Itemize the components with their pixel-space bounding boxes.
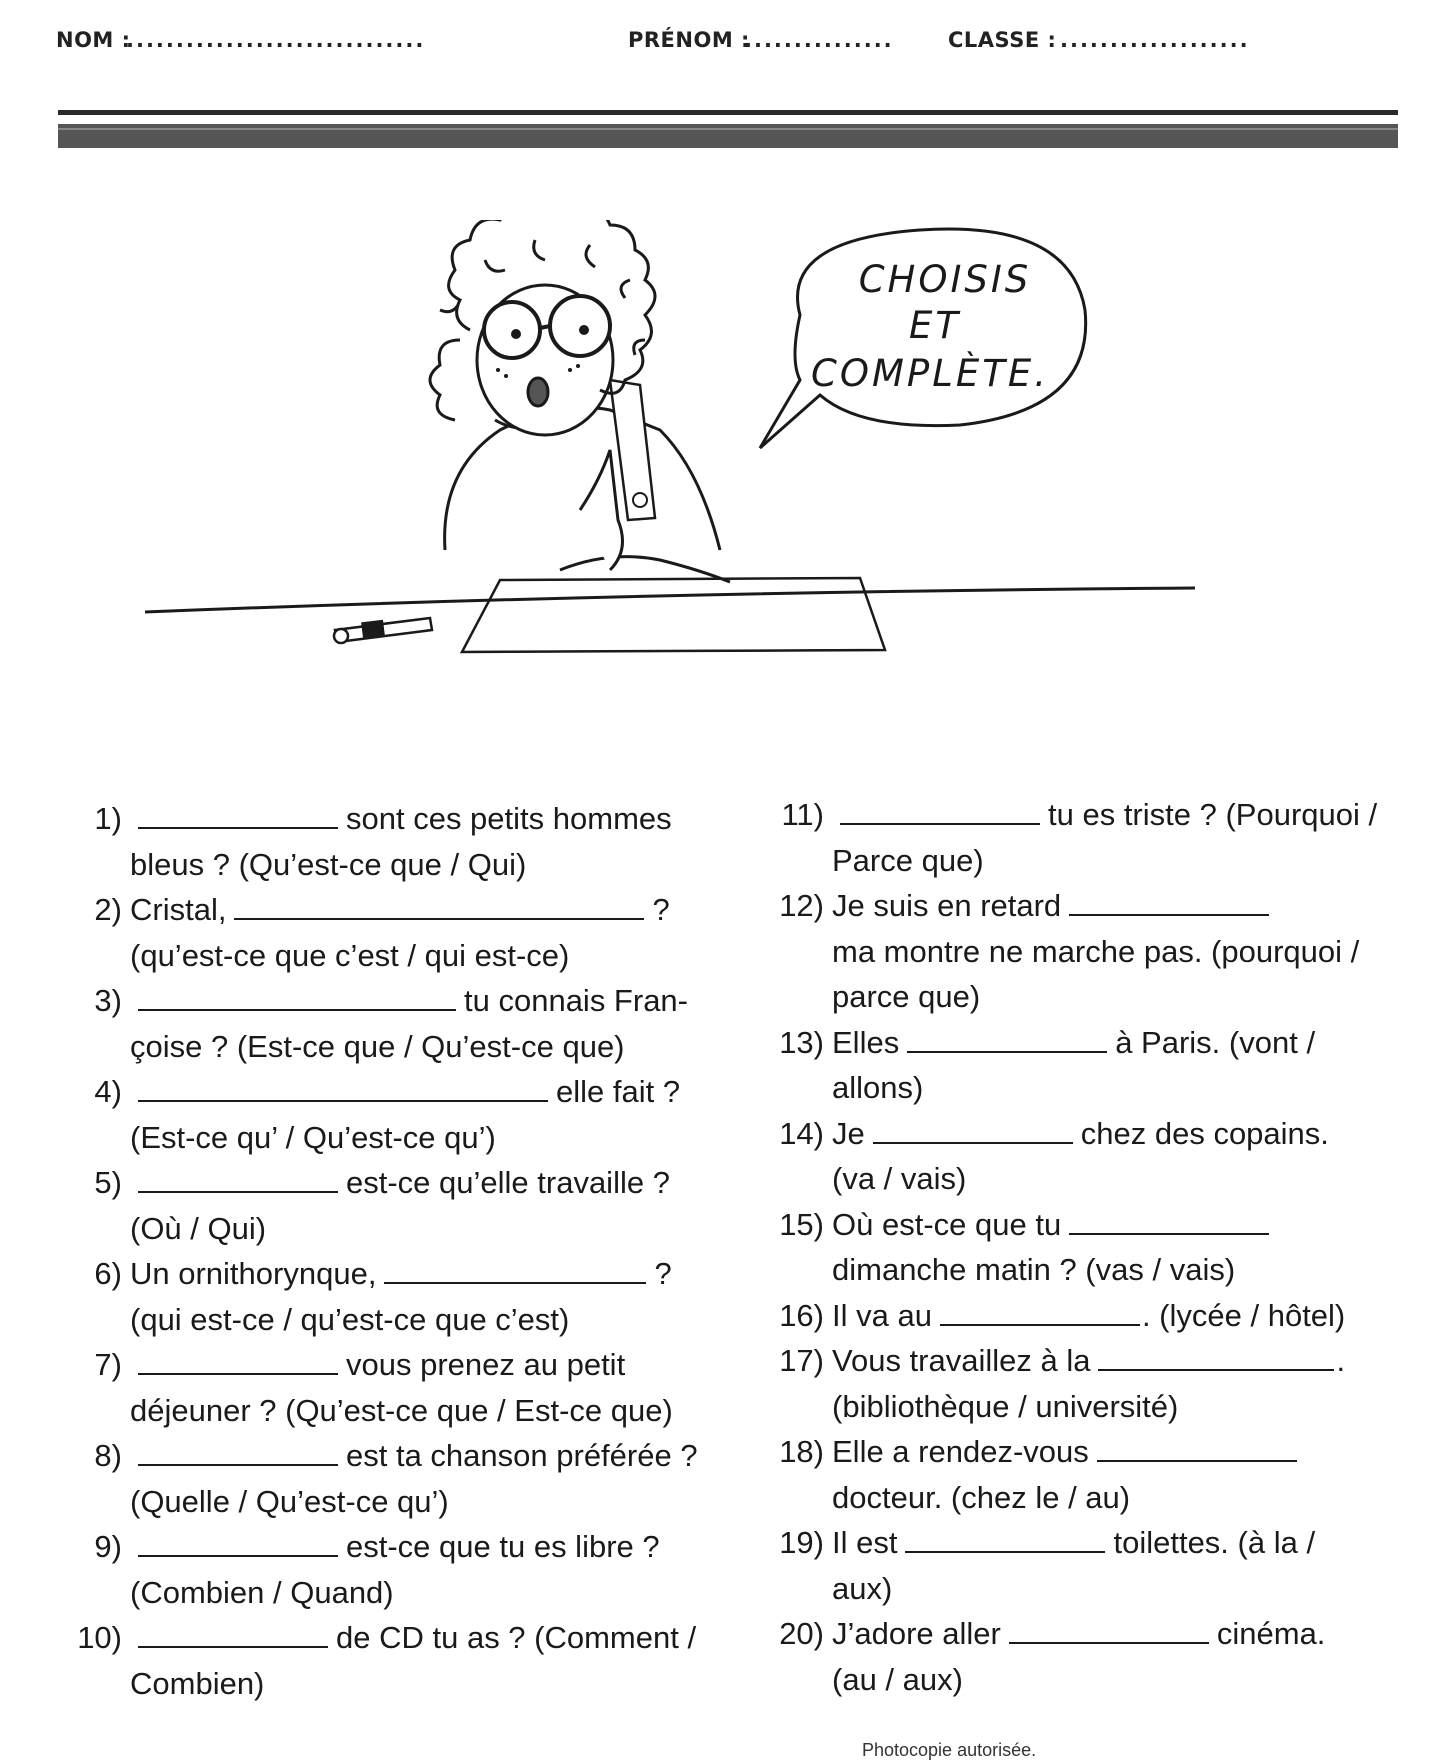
photocopy-note: Photocopie autorisée. [862, 1740, 1037, 1760]
answer-blank[interactable] [1069, 892, 1269, 916]
question-7: 7) vous prenez au petit déjeuner ? (Qu’est-ce que / Est-ce que) [94, 1347, 673, 1428]
question-2: 2) Cristal, ? (qu’est-ce que c’est / qui est-ce) [94, 892, 670, 973]
answer-blank[interactable] [234, 896, 644, 920]
questions-right-column [764, 792, 1424, 1702]
answer-blank[interactable] [138, 1078, 548, 1102]
answer-blank[interactable] [905, 1529, 1105, 1553]
question-10: 10) de CD tu as ? (Comment / Combien) [77, 1620, 697, 1701]
desk-line [145, 588, 1195, 612]
question-14: 14) Je chez des copains. (va / vais) [779, 1115, 1329, 1196]
question-6: 6) Un ornithorynque, ? (qui est-ce / qu’est-ce que c’est) [94, 1256, 672, 1337]
bubble-line-3: COMPLÈTE. [811, 352, 1049, 395]
bubble-line-2: ET [909, 304, 961, 347]
answer-blank[interactable] [873, 1120, 1073, 1144]
question-15: 15) Où est-ce que tu dimanche matin ? (vas / vais) [764, 1202, 1424, 1293]
nom-field[interactable]: .............................. [126, 28, 426, 52]
pen-icon [334, 618, 432, 643]
question-4: 4) elle fait ? (Est-ce qu’ / Qu’est-ce qu’) [94, 1074, 681, 1155]
answer-blank[interactable] [1098, 1347, 1334, 1371]
answer-blank[interactable] [138, 987, 456, 1011]
question-16: 16) Il va au . (lycée / hôtel) [779, 1297, 1346, 1333]
answer-blank[interactable] [1069, 1211, 1269, 1235]
answer-blank[interactable] [940, 1302, 1140, 1326]
classe-field[interactable]: ................... [1060, 28, 1250, 52]
answer-blank[interactable] [138, 1624, 328, 1648]
question-20: 20) J’adore aller cinéma. (au / aux) [779, 1616, 1326, 1697]
prenom-label: PRÉNOM : [628, 28, 750, 52]
cartoon-illustration [140, 220, 1250, 740]
answer-blank[interactable] [907, 1029, 1107, 1053]
header-rule-thin [58, 110, 1398, 115]
nom-label: NOM : [56, 28, 131, 52]
answer-blank[interactable] [840, 801, 1040, 825]
answer-blank[interactable] [138, 1442, 338, 1466]
student-info-header [56, 28, 1396, 68]
question-1: 1) sont ces petits hommes bleus ? (Qu’est-ce que / Qui) [94, 801, 672, 882]
question-17: 17) Vous travaillez à la . (bibliothèque / université) [779, 1343, 1346, 1424]
question-5: 5) est-ce qu’elle travaille ? (Où / Qui) [94, 1165, 670, 1246]
question-13: 13) Elles à Paris. (vont / allons) [779, 1024, 1316, 1105]
bubble-line-1: CHOISIS [858, 258, 1032, 301]
question-11: 11) tu es triste ? (Pourquoi / Parce que) [781, 797, 1378, 878]
question-3: 3) tu connais Fran- çoise ? (Est-ce que / Qu’est-ce que) [94, 983, 688, 1064]
question-18: 18) Elle a rendez-vous docteur. (chez le / au) [764, 1429, 1424, 1520]
answer-blank[interactable] [138, 805, 338, 829]
prenom-field[interactable]: ............... [744, 28, 894, 52]
question-8: 8) est ta chanson préférée ? (Quelle / Qu’est-ce qu’) [94, 1438, 698, 1519]
answer-blank[interactable] [138, 1533, 338, 1557]
notebook [462, 578, 885, 652]
header-rule-thick [58, 124, 1398, 148]
questions-left-column [62, 796, 742, 1706]
answer-blank[interactable] [1009, 1620, 1209, 1644]
answer-blank[interactable] [138, 1169, 338, 1193]
answer-blank[interactable] [1097, 1438, 1297, 1462]
question-9: 9) est-ce que tu es libre ? (Combien / Quand) [94, 1529, 660, 1610]
question-12: 12) Je suis en retard ma montre ne marche pas. (pourquoi / parce que) [779, 888, 1360, 1014]
answer-blank[interactable] [138, 1351, 338, 1375]
question-19: 19) Il est toilettes. (à la / aux) [779, 1525, 1316, 1606]
mouth [528, 378, 548, 406]
sweater [445, 408, 720, 551]
classe-label: CLASSE : [948, 28, 1057, 52]
answer-blank[interactable] [384, 1260, 646, 1284]
